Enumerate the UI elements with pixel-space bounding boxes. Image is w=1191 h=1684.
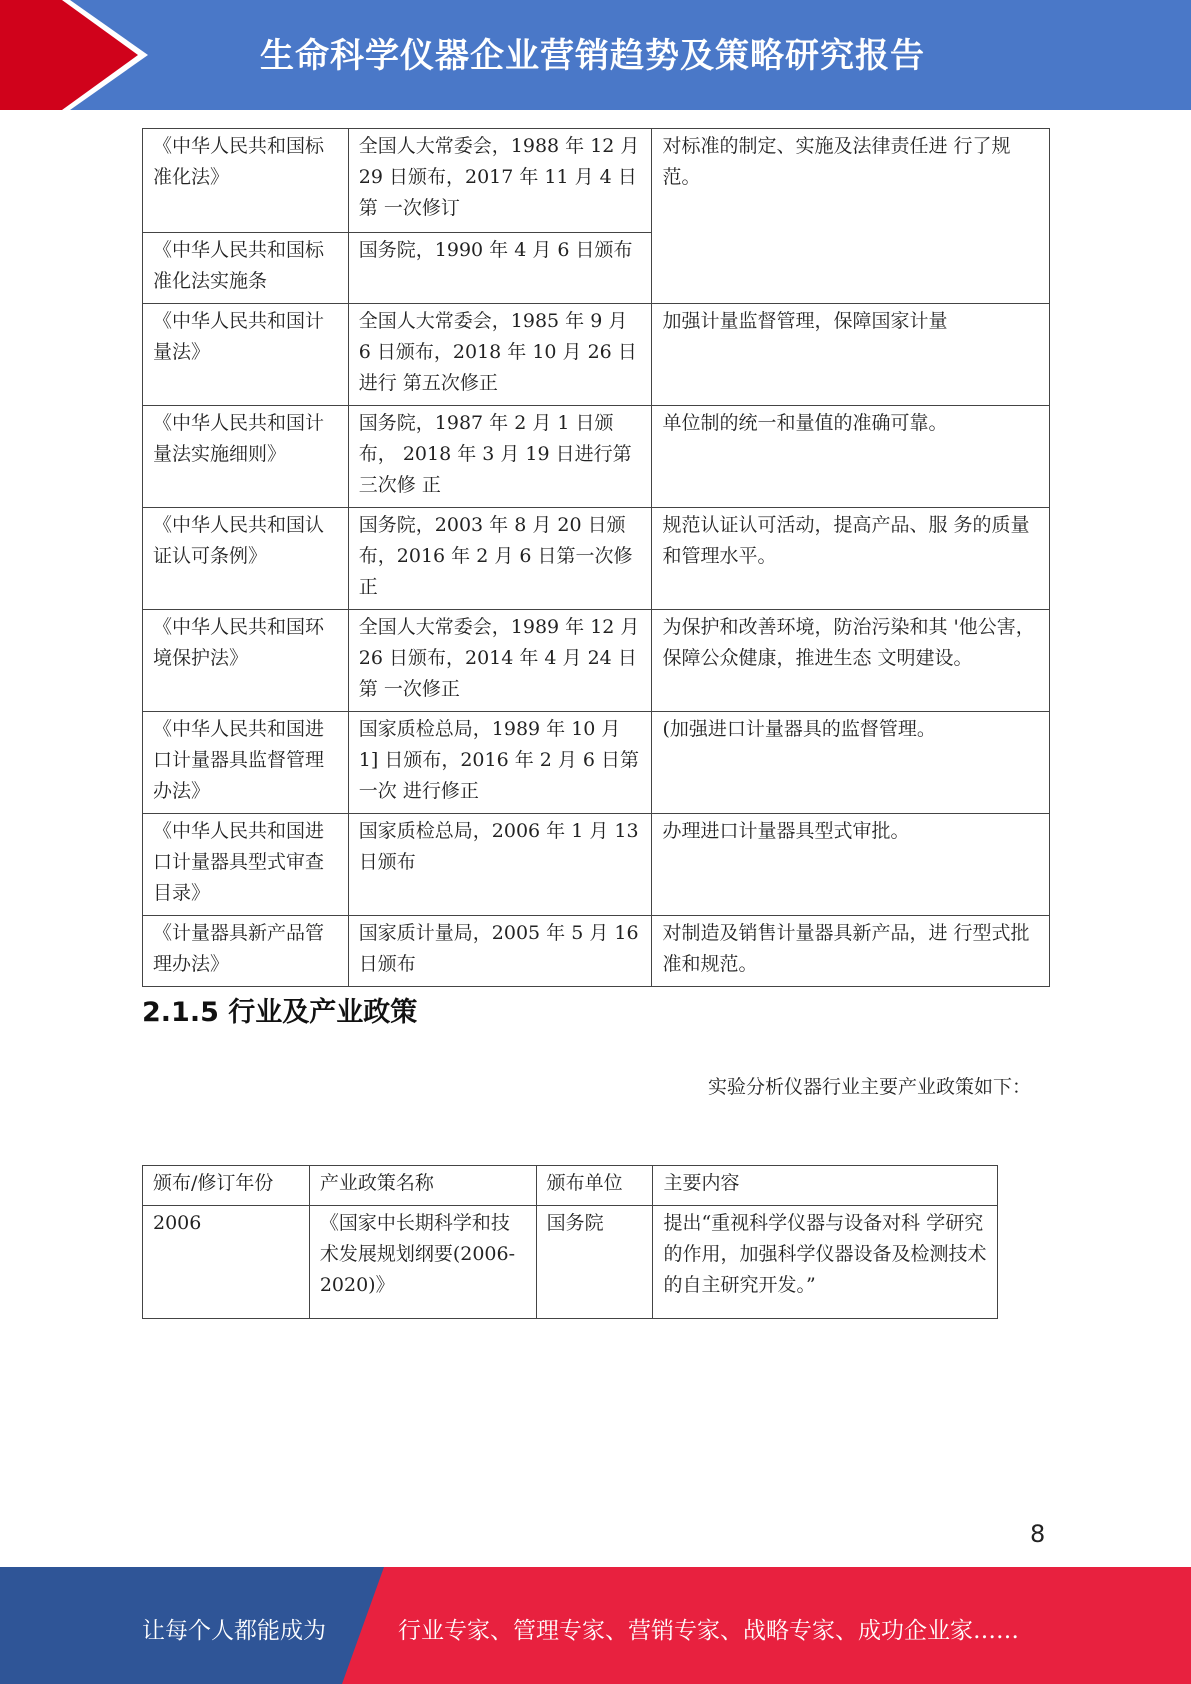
law-issuer-cell: 国务院，1990 年 4 月 6 日颁布 bbox=[348, 233, 652, 304]
law-name-cell: 《计量器具新产品管 理办法》 bbox=[143, 916, 349, 987]
law-content-cell: 单位制的统一和量值的准确可靠。 bbox=[652, 406, 1050, 508]
table-row bbox=[143, 712, 1050, 814]
law-name-cell: 《中华人民共和国进 口计量器具型式审查 目录》 bbox=[143, 814, 349, 916]
policy-content-cell: 提出“重视科学仪器与设备对科 学研究的作用，加强科学仪器设备及检测技术的自主研究开发。” bbox=[653, 1206, 998, 1319]
table-row bbox=[143, 304, 1050, 406]
column-header: 主要内容 bbox=[653, 1166, 998, 1206]
law-name-cell: 《中华人民共和国标 准化法》 bbox=[143, 129, 349, 233]
law-table bbox=[142, 128, 1050, 987]
policy-year-cell: 2006 bbox=[143, 1206, 310, 1319]
law-issuer-cell: 国务院，2003 年 8 月 20 日颁布，2016 年 2 月 6 日第一次修正 bbox=[348, 508, 652, 610]
column-header: 颁布/修订年份 bbox=[143, 1166, 310, 1206]
policy-issuer-cell: 国务院 bbox=[536, 1206, 653, 1319]
footer-slogan-right: 行业专家、管理专家、营销专家、战略专家、成功企业家…… bbox=[398, 1618, 1019, 1644]
law-content-cell: (加强进口计量器具的监督管理。 bbox=[652, 712, 1050, 814]
page-header bbox=[0, 0, 1191, 110]
header-title: 生命科学仪器企业营销趋势及策略研究报告 bbox=[260, 36, 925, 76]
table-row bbox=[143, 814, 1050, 916]
table-row bbox=[143, 508, 1050, 610]
table-row bbox=[143, 610, 1050, 712]
law-name-cell: 《中华人民共和国标 准化法实施条 bbox=[143, 233, 349, 304]
law-name-cell: 《中华人民共和国计 量法》 bbox=[143, 304, 349, 406]
header-arrow-decoration bbox=[0, 0, 160, 110]
law-issuer-cell: 全国人大常委会，1988 年 12 月 29 日颁布，2017 年 11 月 4 日第 一次修订 bbox=[348, 129, 652, 233]
law-content-cell: 对制造及销售计量器具新产品，进 行型式批准和规范。 bbox=[652, 916, 1050, 987]
law-issuer-cell: 全国人大常委会，1985 年 9 月 6 日颁布，2018 年 10 月 26 日进行 第五次修正 bbox=[348, 304, 652, 406]
table-row bbox=[143, 406, 1050, 508]
policy-table bbox=[142, 1165, 998, 1319]
table-header-row bbox=[143, 1166, 998, 1206]
table-row bbox=[143, 1206, 998, 1319]
law-content-cell: 加强计量监督管理，保障国家计量 bbox=[652, 304, 1050, 406]
law-issuer-cell: 国家质检总局，2006 年 1 月 13 日颁布 bbox=[348, 814, 652, 916]
column-header: 颁布单位 bbox=[536, 1166, 653, 1206]
section-heading: 2.1.5 行业及产业政策 bbox=[142, 997, 418, 1028]
law-issuer-cell: 国家质检总局，1989 年 10 月 1] 日颁布，2016 年 2 月 6 日第一次 进行修正 bbox=[348, 712, 652, 814]
table-row bbox=[143, 129, 1050, 233]
page-number: 8 bbox=[1030, 1520, 1046, 1548]
table-row bbox=[143, 916, 1050, 987]
law-content-cell: 对标准的制定、实施及法律责任进 行了规范。 bbox=[652, 129, 1050, 304]
section-intro: 实验分析仪器行业主要产业政策如下： bbox=[708, 1076, 1032, 1098]
law-issuer-cell: 国务院，1987 年 2 月 1 日颁布， 2018 年 3 月 19 日进行第三次修 正 bbox=[348, 406, 652, 508]
law-content-cell: 办理进口计量器具型式审批。 bbox=[652, 814, 1050, 916]
footer-slogan-left: 让每个人都能成为 bbox=[142, 1618, 326, 1644]
law-issuer-cell: 全国人大常委会，1989 年 12 月 26 日颁布，2014 年 4 月 24 日第 一次修正 bbox=[348, 610, 652, 712]
policy-name-cell: 《国家中长期科学和技术发展规划纲要(2006-2020)》 bbox=[309, 1206, 536, 1319]
law-name-cell: 《中华人民共和国环 境保护法》 bbox=[143, 610, 349, 712]
law-content-cell: 规范认证认可活动，提高产品、服 务的质量和管理水平。 bbox=[652, 508, 1050, 610]
law-name-cell: 《中华人民共和国认 证认可条例》 bbox=[143, 508, 349, 610]
law-issuer-cell: 国家质计量局，2005 年 5 月 16 日颁布 bbox=[348, 916, 652, 987]
law-name-cell: 《中华人民共和国进 口计量器具监督管理 办法》 bbox=[143, 712, 349, 814]
column-header: 产业政策名称 bbox=[309, 1166, 536, 1206]
law-content-cell: 为保护和改善环境，防治污染和其 '他公害，保障公众健康，推进生态 文明建设。 bbox=[652, 610, 1050, 712]
law-name-cell: 《中华人民共和国计 量法实施细则》 bbox=[143, 406, 349, 508]
